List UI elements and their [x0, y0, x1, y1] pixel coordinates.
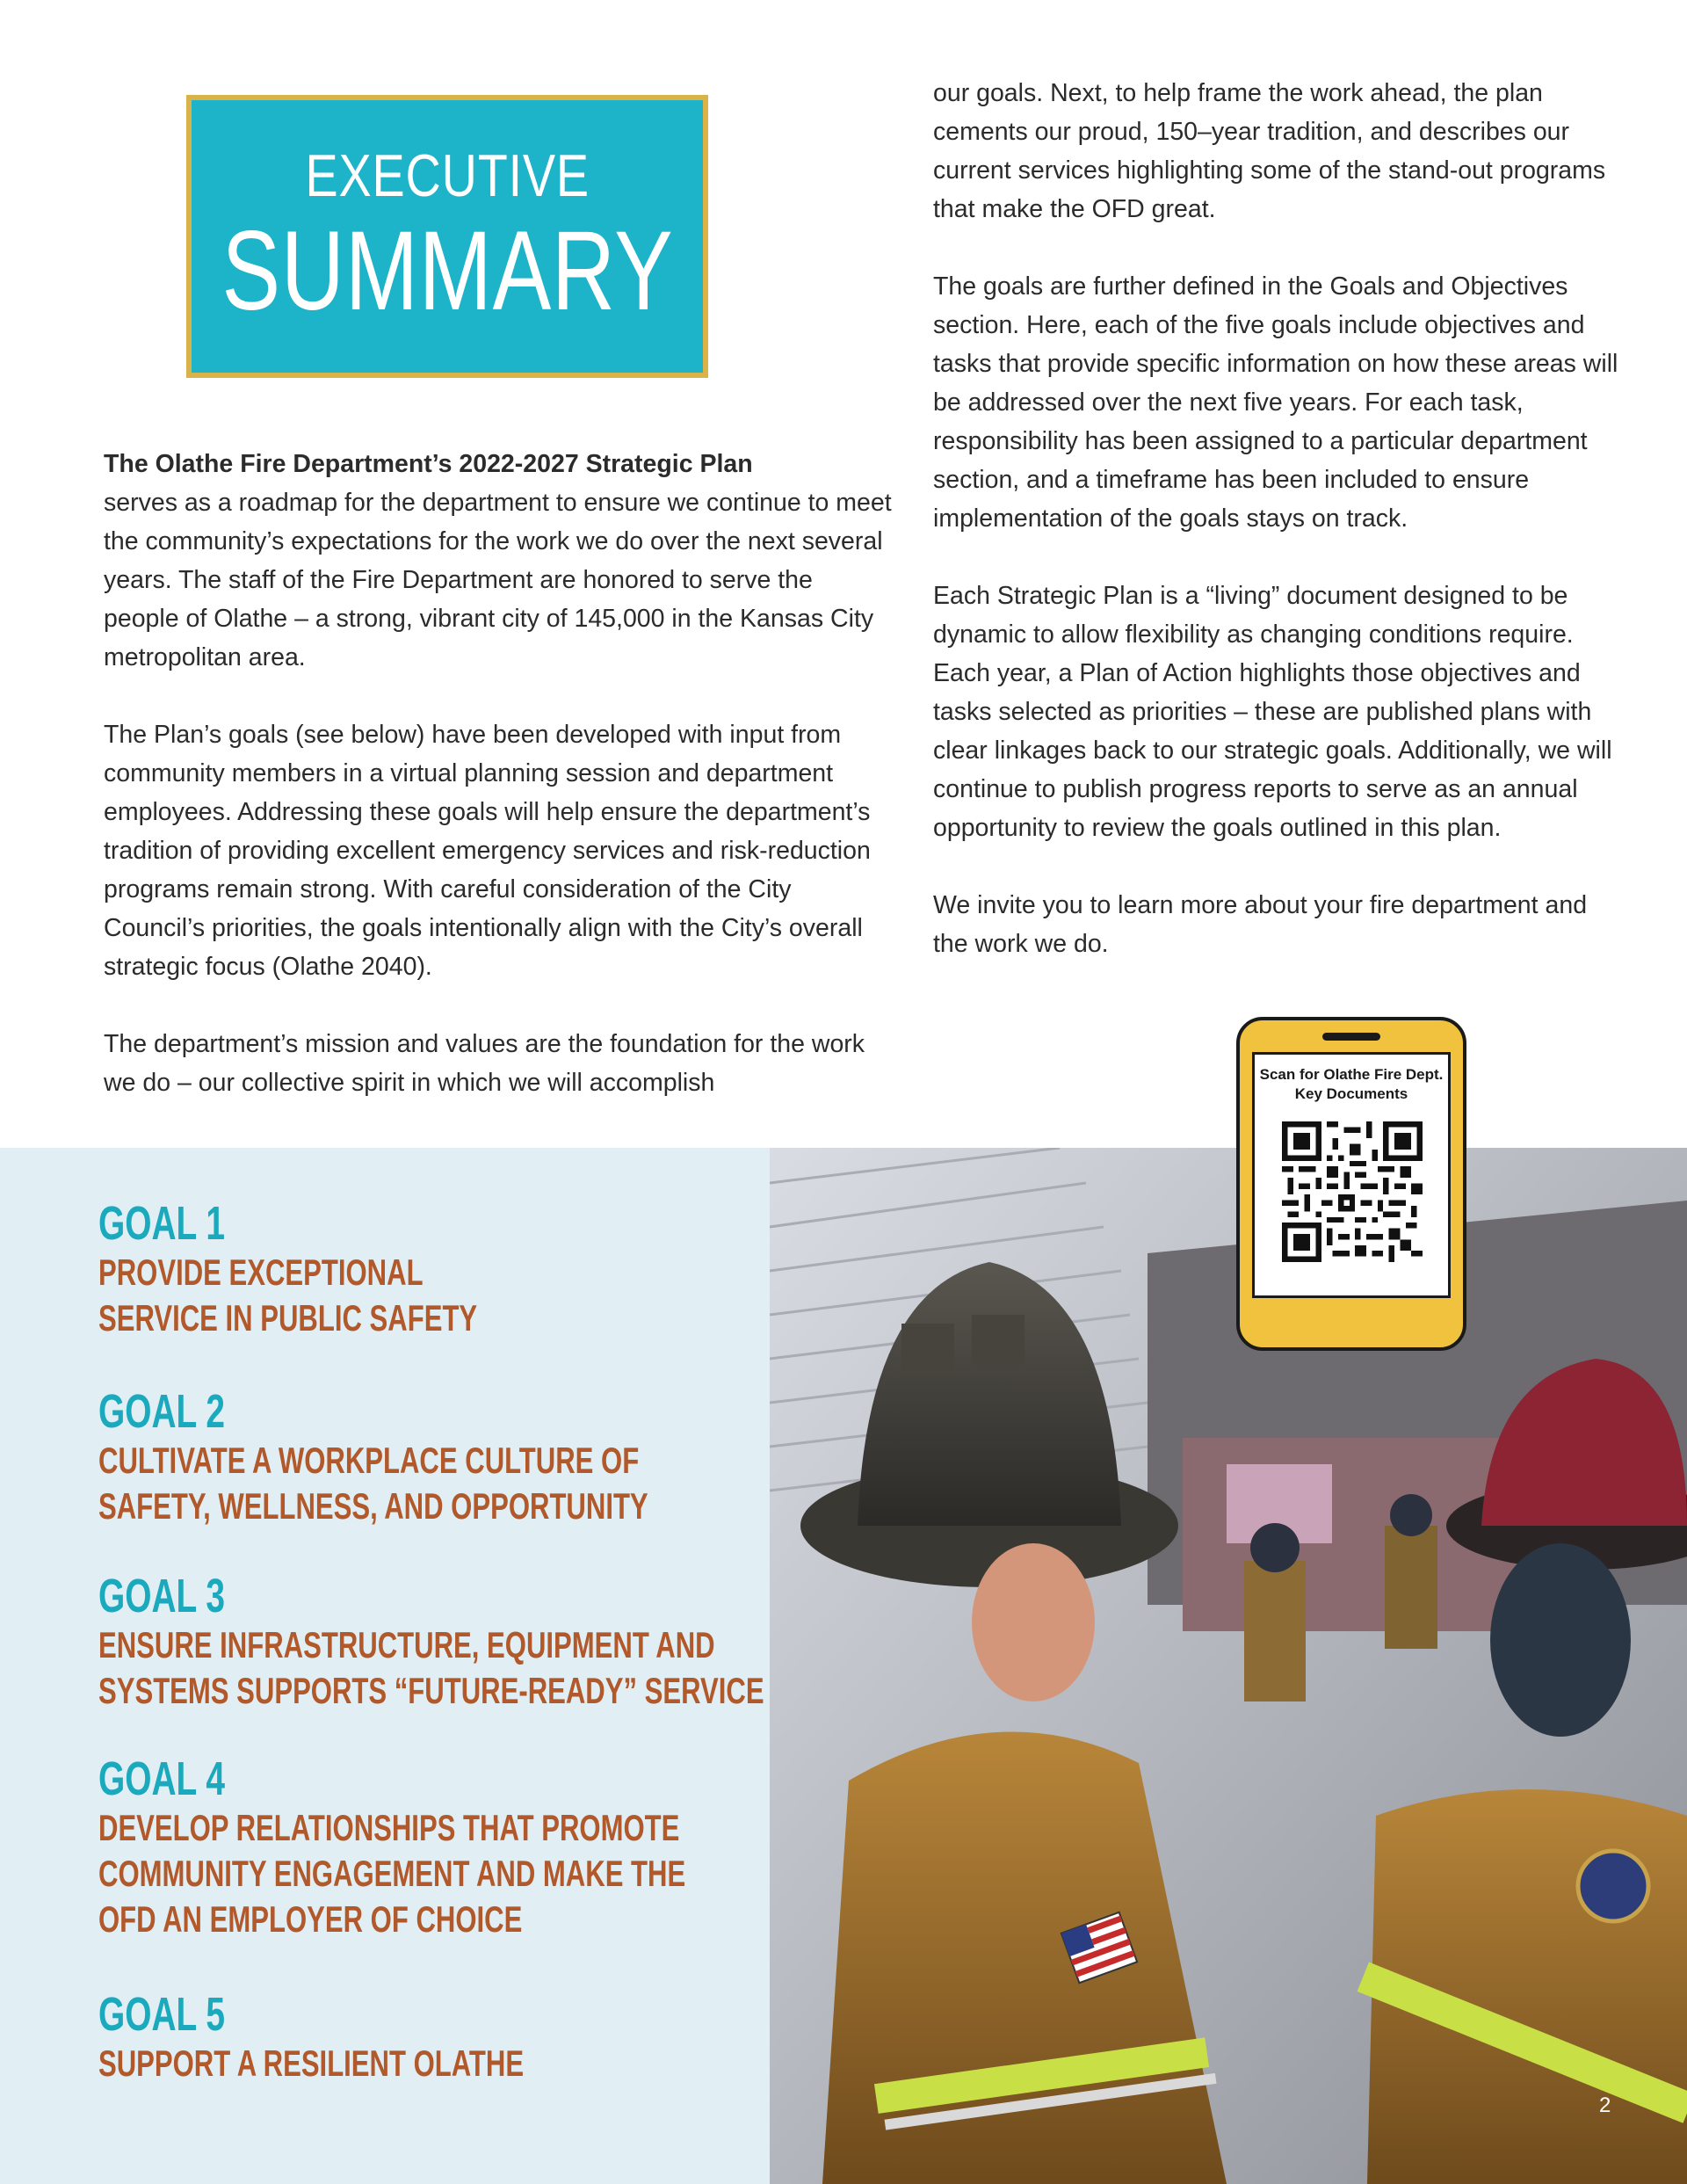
- executive-summary-title-box: [186, 95, 708, 378]
- title-line-summary: SUMMARY: [221, 208, 673, 334]
- right-text-column: [933, 74, 1618, 963]
- goal-text-line: CULTIVATE A WORKPLACE CULTURE OF: [98, 1440, 640, 1481]
- goal-heading: GOAL 3: [98, 1570, 226, 1622]
- goal-text-line: PROVIDE EXCEPTIONAL: [98, 1252, 424, 1293]
- intro-paragraph: [104, 445, 894, 677]
- goal-text-line: SUPPORT A RESILIENT OLATHE: [98, 2043, 525, 2084]
- goal-heading: GOAL 5: [98, 1988, 226, 2041]
- goal-text-line: OFD AN EMPLOYER OF CHOICE: [98, 1898, 523, 1940]
- plan-title-lead: The Olathe Fire Department’s 2022-2027 Strategic Plan: [104, 450, 753, 478]
- title-line-executive: EXECUTIVE: [305, 142, 590, 209]
- goal-text-line: DEVELOP RELATIONSHIPS THAT PROMOTE: [98, 1807, 680, 1848]
- firefighters-photo: [770, 1148, 1687, 2184]
- qr-code-icon[interactable]: [1282, 1121, 1423, 1262]
- goals-continuation-paragraph: our goals. Next, to help frame the work ahead, the plan cements our proud, 150–year tradition, and describes our current services highlighting some of the stand-out programs that make the OFD great.: [933, 79, 1606, 223]
- goal-heading: GOAL 2: [98, 1385, 226, 1438]
- page-number: 2: [1599, 2093, 1611, 2117]
- phone-screen: [1252, 1052, 1451, 1298]
- goal-5: [98, 1988, 673, 2086]
- goal-1: [98, 1197, 611, 1341]
- mission-paragraph: The department’s mission and values are the foundation for the work we do – our collective spirit in which we will accomplish: [104, 1030, 865, 1097]
- goal-text-line: COMMUNITY ENGAGEMENT AND MAKE THE: [98, 1853, 686, 1894]
- living-document-paragraph: Each Strategic Plan is a “living” document designed to be dynamic to allow flexibility as changing conditions require. Each year, a Plan of Action highlights those objectives and tasks selected as priorities – these are published plans with clear linkages back to our strategic goals. Additionally, we will continue to publish progress reports to serve as an annual opportunity to review the goals outlined in this plan.: [933, 582, 1612, 842]
- scan-instruction: Scan for Olathe Fire Dept.: [1259, 1066, 1444, 1083]
- goal-heading: GOAL 4: [98, 1752, 226, 1805]
- goal-text-line: ENSURE INFRASTRUCTURE, EQUIPMENT AND: [98, 1624, 715, 1665]
- goal-2: [98, 1385, 842, 1529]
- phone-speaker: [1322, 1033, 1380, 1041]
- intro-text: serves as a roadmap for the department to ensure we continue to meet the community’s expectations for the work we do over the next several years. The staff of the Fire Department are honored to serve the people of Olathe – a strong, vibrant city of 145,000 in the Kansas City metropolitan area.: [104, 489, 892, 671]
- qr-phone-card[interactable]: [1236, 1017, 1466, 1351]
- goals-development-paragraph: The Plan’s goals (see below) have been developed with input from community members in a virtual planning session and department employees. Addressing these goals will help ensure the department’s tradition of providing excellent emergency services and risk-reduction programs remain strong. With careful consideration of the City Council’s priorities, the goals intentionally align with the City’s overall strategic focus (Olathe 2040).: [104, 721, 871, 981]
- goals-objectives-paragraph: The goals are further defined in the Goals and Objectives section. Here, each of the five goals include objectives and tasks that provide specific information on how these areas will be addressed over the next five years. For each task, responsibility has been assigned to a particular department section, and a timeframe has been included to ensure implementation of the goals stays on track.: [933, 272, 1618, 533]
- goal-text-line: SERVICE IN PUBLIC SAFETY: [98, 1297, 478, 1339]
- left-text-column: [104, 445, 894, 1102]
- goal-text-line: SYSTEMS SUPPORTS “FUTURE-READY” SERVICE: [98, 1670, 764, 1711]
- goal-text-line: SAFETY, WELLNESS, AND OPPORTUNITY: [98, 1485, 648, 1527]
- invitation-paragraph: We invite you to learn more about your fire department and the work we do.: [933, 891, 1588, 958]
- scan-instruction-sub: Key Documents: [1294, 1085, 1408, 1102]
- goal-heading: GOAL 1: [98, 1197, 226, 1250]
